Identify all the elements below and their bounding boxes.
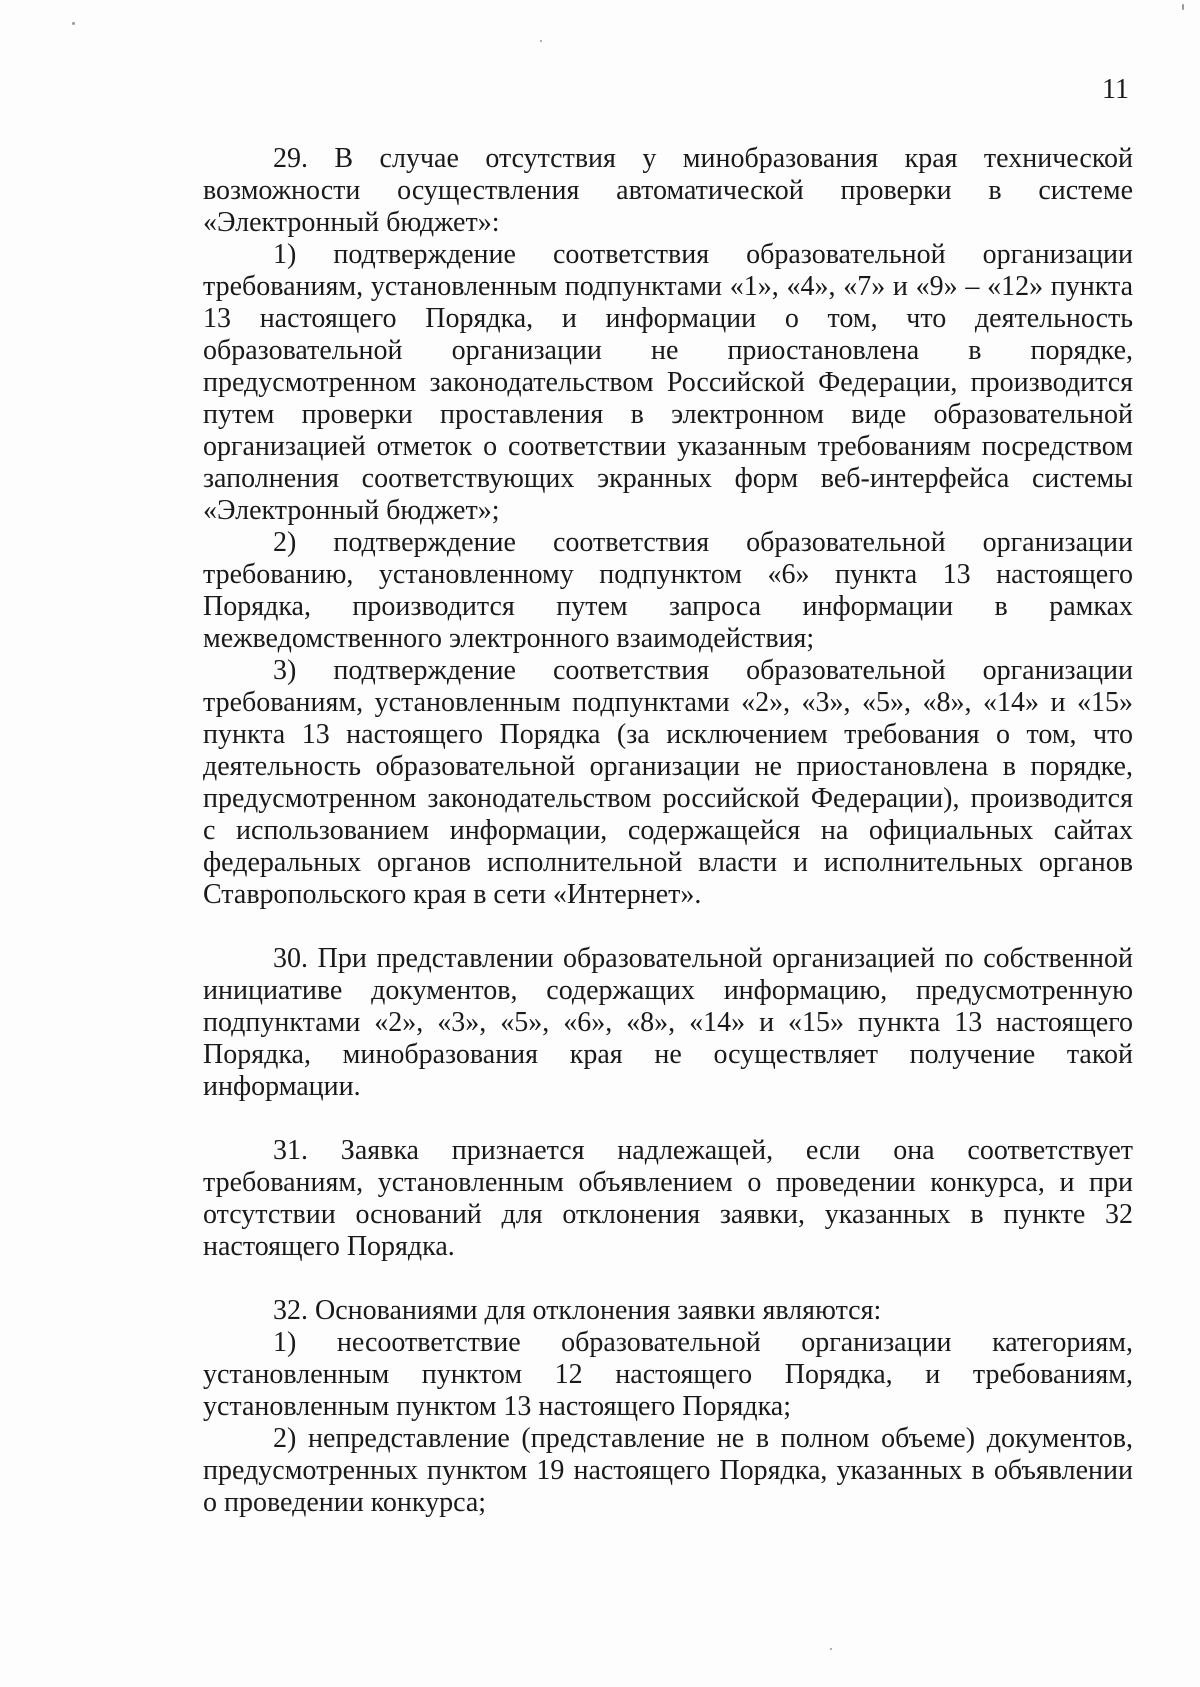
scan-speck bbox=[540, 40, 542, 42]
scan-speck bbox=[1182, 4, 1184, 10]
scan-speck bbox=[830, 1648, 832, 1650]
document-body bbox=[203, 143, 1133, 1519]
paragraph-30: 30. При представлении образовательной организацией по собственной инициативе документов, содержащих информацию, предусмотренную подпунктами «2», «3», «5», «6», «8», «14» и «15» пункта 13 настоящего Порядка, минобразования края не осуществляет получение такой информации. bbox=[203, 943, 1133, 1102]
paragraph-29-item-2: 2) подтверждение соответствия образовательной организации требованию, установленному подпунктом «6» пункта 13 настоящего Порядка, производится путем запроса информации в рамках межведомственного электронного взаимодействия; bbox=[203, 527, 1133, 654]
paragraph-29-item-3: 3) подтверждение соответствия образовательной организации требованиям, установленным подпунктами «2», «3», «5», «8», «14» и «15» пункта 13 настоящего Порядка (за исключением требования о том, что деятельность образовательной организации не приостановлена в порядке, предусмотренном законодательством российской Федерации), производится с использованием информации, содержащейся на официальных сайтах федеральных органов исполнительной власти и исполнительных органов Ставропольского края в сети «Интернет». bbox=[203, 655, 1133, 910]
paragraph-32: 32. Основаниями для отклонения заявки являются: bbox=[273, 1295, 882, 1326]
paragraph-32-item-1: 1) несоответствие образовательной организации категориям, установленным пунктом 12 настоящего Порядка, и требованиям, установленным пунктом 13 настоящего Порядка; bbox=[203, 1327, 1133, 1422]
paragraph-29: 29. В случае отсутствия у минобразования края технической возможности осуществления автоматической проверки в системе «Электронный бюджет»: bbox=[203, 143, 1133, 238]
paragraph-31: 31. Заявка признается надлежащей, если она соответствует требованиям, установленным объявлением о проведении конкурса, и при отсутствии оснований для отклонения заявки, указанных в пункте 32 настоящего Порядка. bbox=[203, 1135, 1133, 1262]
scan-speck bbox=[72, 22, 75, 25]
paragraph-32-item-2: 2) непредставление (представление не в полном объеме) документов, предусмотренных пунктом 19 настоящего Порядка, указанных в объявлении о проведении конкурса; bbox=[203, 1423, 1133, 1518]
page-number: 11 bbox=[1102, 74, 1129, 105]
paragraph-29-item-1: 1) подтверждение соответствия образовательной организации требованиям, установленным подпунктами «1», «4», «7» и «9» – «12» пункта 13 настоящего Порядка, и информации о том, что деятельность образовательной организации не приостановлена в порядке, предусмотренном законодательством Российской Федерации, производится путем проверки проставления в электронном виде образовательной организацией отметок о соответствии указанным требованиям посредством заполнения соответствующих экранных форм веб-интерфейса системы «Электронный бюджет»; bbox=[203, 239, 1133, 526]
